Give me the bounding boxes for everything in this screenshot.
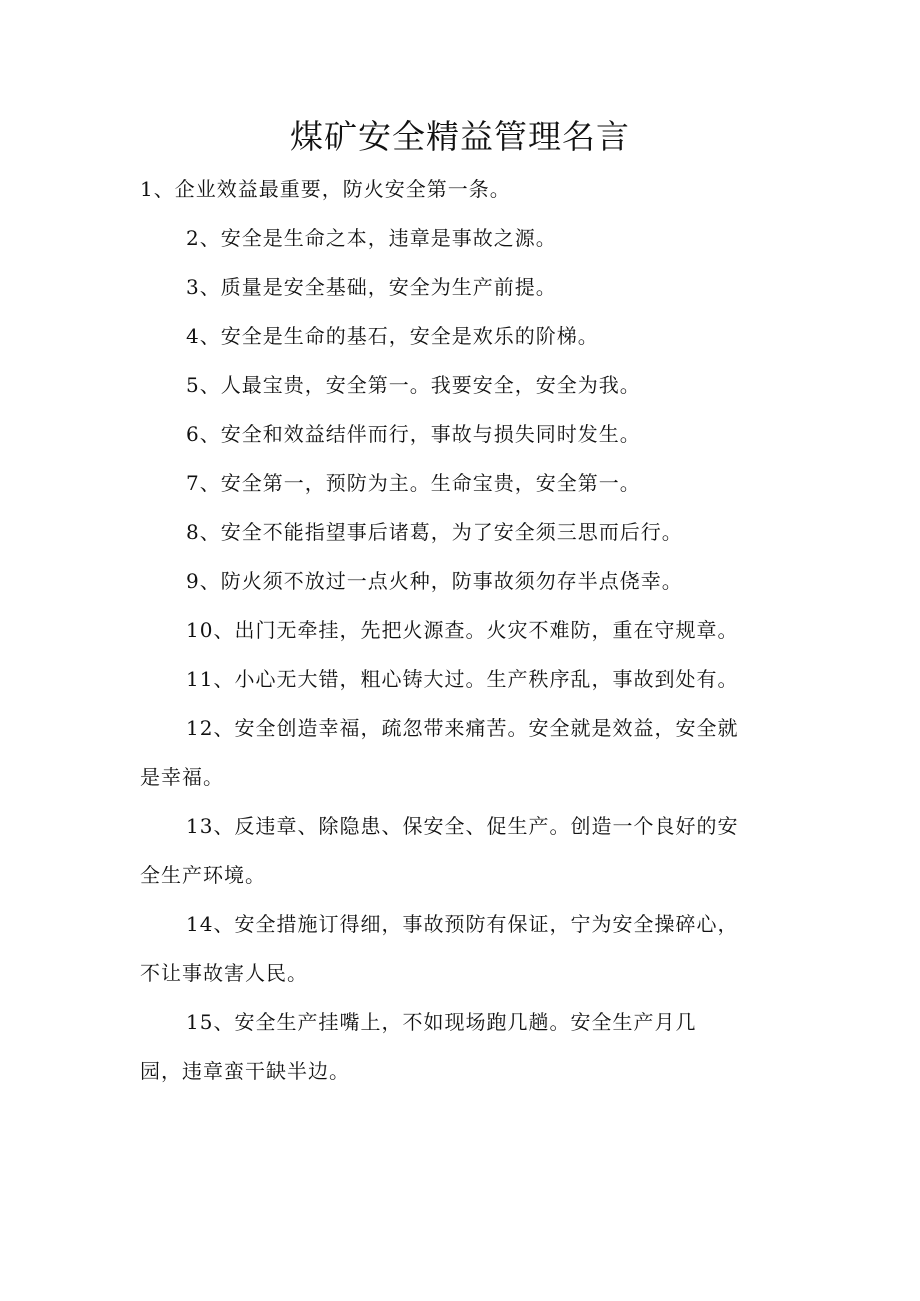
quote-13-line-2: 全生产环境。 xyxy=(140,863,266,887)
quote-11: 11、小心无大错，粗心铸大过。生产秩序乱，事故到处有。 xyxy=(186,667,739,691)
quote-13-line-1: 13、反违章、除隐患、保安全、促生产。创造一个良好的安 xyxy=(186,814,739,838)
quote-14-line-2: 不让事故害人民。 xyxy=(140,961,308,985)
quote-15-line-1: 15、安全生产挂嘴上，不如现场跑几趟。安全生产月几 xyxy=(186,1010,697,1034)
quote-12-line-1: 12、安全创造幸福，疏忽带来痛苦。安全就是效益，安全就 xyxy=(186,716,739,740)
quote-7: 7、安全第一，预防为主。生命宝贵，安全第一。 xyxy=(186,471,641,495)
quote-2: 2、安全是生命之本，违章是事故之源。 xyxy=(186,226,557,250)
quote-3: 3、质量是安全基础，安全为生产前提。 xyxy=(186,275,557,299)
quote-6: 6、安全和效益结伴而行，事故与损失同时发生。 xyxy=(186,422,641,446)
quote-5: 5、人最宝贵，安全第一。我要安全，安全为我。 xyxy=(186,373,641,397)
document-title: 煤矿安全精益管理名言 xyxy=(290,117,630,156)
quote-4: 4、安全是生命的基石，安全是欢乐的阶梯。 xyxy=(186,324,599,348)
quote-15-line-2: 园，违章蛮干缺半边。 xyxy=(140,1059,350,1083)
quote-14-line-1: 14、安全措施订得细，事故预防有保证，宁为安全操碎心， xyxy=(186,912,739,936)
quote-9: 9、防火须不放过一点火种，防事故须勿存半点侥幸。 xyxy=(186,569,683,593)
quote-8: 8、安全不能指望事后诸葛，为了安全须三思而后行。 xyxy=(186,520,683,544)
quote-10: 10、出门无牵挂，先把火源查。火灾不难防，重在守规章。 xyxy=(186,618,739,642)
quote-1: 1、企业效益最重要，防火安全第一条。 xyxy=(140,177,511,201)
quote-12-line-2: 是幸福。 xyxy=(140,765,224,789)
